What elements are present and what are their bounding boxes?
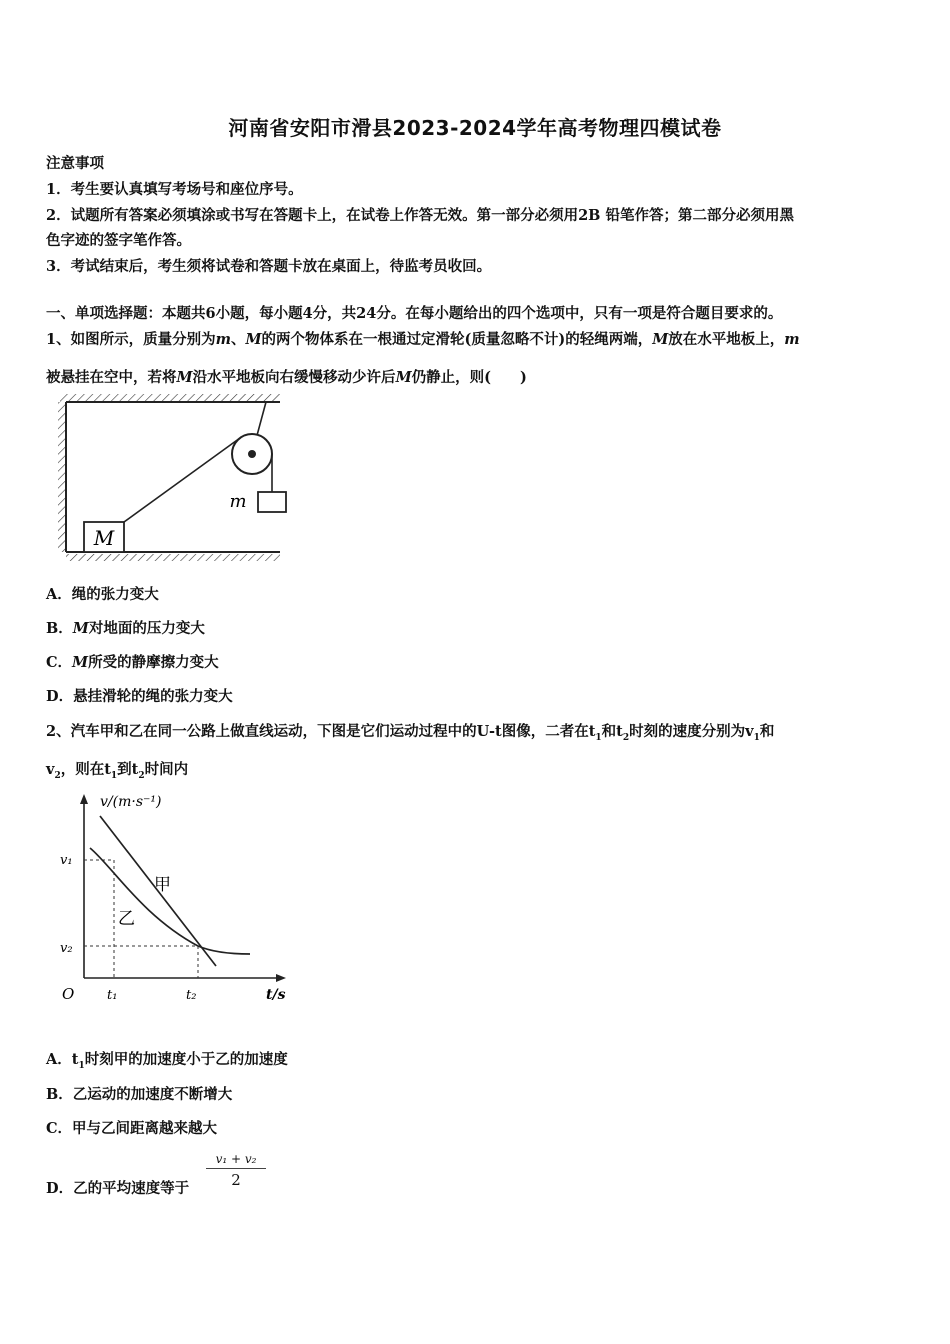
notice-item-1: 1．考生要认真填写考场号和座位序号。 — [46, 181, 303, 198]
option-text: 乙的平均速度等于 — [73, 1180, 190, 1197]
q1-var-M: M — [176, 369, 193, 386]
option-key: B． — [46, 620, 73, 637]
ceiling-hatch — [60, 394, 280, 402]
option-text: 悬挂滑轮的绳的张力变大 — [73, 688, 233, 705]
option-key: A． — [46, 1051, 72, 1068]
q1-var-m: m — [215, 331, 231, 348]
q2-option-d — [46, 1177, 189, 1198]
fraction-denominator: 2 — [231, 1171, 241, 1189]
notice-heading: 注意事项 — [46, 155, 104, 172]
q1-stem-line2 — [46, 366, 527, 387]
series-yi-label: 乙 — [118, 909, 135, 929]
option-key: D． — [46, 1180, 74, 1197]
q1-var-M: M — [245, 331, 262, 348]
rope-to-M — [124, 438, 240, 522]
option-var: t — [71, 1051, 79, 1068]
wall-hatch — [58, 402, 66, 552]
origin-label: O — [62, 985, 75, 1003]
q2-sub: 2 — [54, 770, 61, 781]
page-title: 河南省安阳市滑县2023-2024学年高考物理四模试卷 — [228, 116, 722, 140]
q2-sub: 1 — [595, 732, 602, 743]
series-jia-label: 甲 — [154, 875, 171, 895]
y-axis-label: v/(m·s⁻¹) — [100, 794, 162, 810]
pulley-axle — [248, 450, 256, 458]
q2-text: 2、汽车甲和乙在同一公路上做直线运动，下图是它们运动过程中的U-t图像，二者在t — [46, 723, 596, 740]
q1-var-M: M — [395, 369, 412, 386]
notice-item-2: 2．试题所有答案必须填涂或书写在答题卡上，在试卷上作答无效。第一部分必须用2B 铅笔作答；第二部分必须用黑 — [46, 207, 794, 224]
floor-hatch — [66, 554, 280, 561]
q2-stem-line1 — [46, 720, 774, 743]
x-axis-arrow — [276, 974, 286, 982]
vt-chart — [52, 786, 302, 1008]
q1-stem-line1 — [46, 328, 800, 349]
q1-text: 仍静止，则( ) — [411, 369, 527, 386]
q2-text: 到t — [117, 761, 139, 778]
option-var: M — [72, 620, 89, 637]
option-key: D． — [46, 688, 74, 705]
option-key: C． — [46, 1120, 73, 1137]
q2-text: 和 — [759, 723, 775, 740]
q2-text: v — [46, 761, 55, 778]
fraction — [206, 1152, 266, 1189]
q2-option-a — [46, 1048, 288, 1071]
q2-text: 时刻的速度分别为v — [629, 723, 754, 740]
notice-item-2-cont: 色字迹的签字笔作答。 — [46, 232, 191, 249]
y-tick-v1: v₁ — [60, 853, 73, 868]
option-key: C． — [46, 654, 73, 671]
y-axis-arrow — [80, 794, 88, 804]
option-text: 对地面的压力变大 — [88, 620, 205, 637]
option-var: M — [72, 654, 89, 671]
fraction-numerator: v₁ + v₂ — [206, 1152, 266, 1169]
q1-sep: 、 — [230, 331, 246, 348]
q1-text: 沿水平地板向右缓慢移动少许后 — [192, 369, 396, 386]
option-text: 所受的静摩擦力变大 — [88, 654, 219, 671]
q2-sub: 1 — [753, 732, 760, 743]
q1-option-c — [46, 651, 219, 672]
q1-option-d — [46, 685, 233, 706]
option-sub: 1 — [78, 1060, 85, 1071]
option-text: 时刻甲的加速度小于乙的加速度 — [84, 1051, 288, 1068]
q2-option-b — [46, 1083, 232, 1104]
q1-text: 的两个物体系在一根通过定滑轮(质量忽略不计)的轻绳两端， — [261, 331, 653, 348]
option-text: 绳的张力变大 — [71, 586, 159, 603]
x-tick-t1: t₁ — [107, 988, 118, 1003]
q1-text: 放在水平地板上， — [668, 331, 785, 348]
q2-sub: 2 — [138, 770, 145, 781]
option-text: 乙运动的加速度不断增大 — [72, 1086, 233, 1103]
option-text: 甲与乙间距离越来越大 — [72, 1120, 218, 1137]
block-m-label: m — [229, 491, 247, 512]
q1-option-a — [46, 583, 159, 604]
block-m — [258, 492, 286, 512]
notice-item-3: 3．考试结束后，考生须将试卷和答题卡放在桌面上，待监考员收回。 — [46, 258, 492, 275]
pulley-figure — [52, 392, 292, 562]
block-M-label: M — [93, 526, 115, 550]
q1-var-m: m — [784, 331, 800, 348]
q1-var-M: M — [652, 331, 669, 348]
q2-option-c — [46, 1117, 217, 1138]
x-tick-t2: t₂ — [186, 988, 197, 1003]
q2-text: 时间内 — [144, 761, 189, 778]
x-axis-label: t/s — [266, 987, 286, 1003]
option-key: A． — [46, 586, 72, 603]
q2-stem-line2 — [46, 758, 188, 781]
q2-text: 和t — [601, 723, 623, 740]
section-heading: 一、单项选择题：本题共6小题，每小题4分，共24分。在每小题给出的四个选项中，只有一项是符合题目要求的。 — [46, 305, 783, 322]
option-key: B． — [46, 1086, 73, 1103]
y-tick-v2: v₂ — [60, 941, 73, 956]
q1-text: 1、如图所示，质量分别为 — [46, 331, 216, 348]
q2-text: ，则在t — [60, 761, 111, 778]
q1-option-b — [46, 617, 205, 638]
q2-sub: 2 — [622, 732, 630, 743]
q1-text: 被悬挂在空中，若将 — [46, 369, 177, 386]
q2-sub: 1 — [110, 770, 118, 781]
